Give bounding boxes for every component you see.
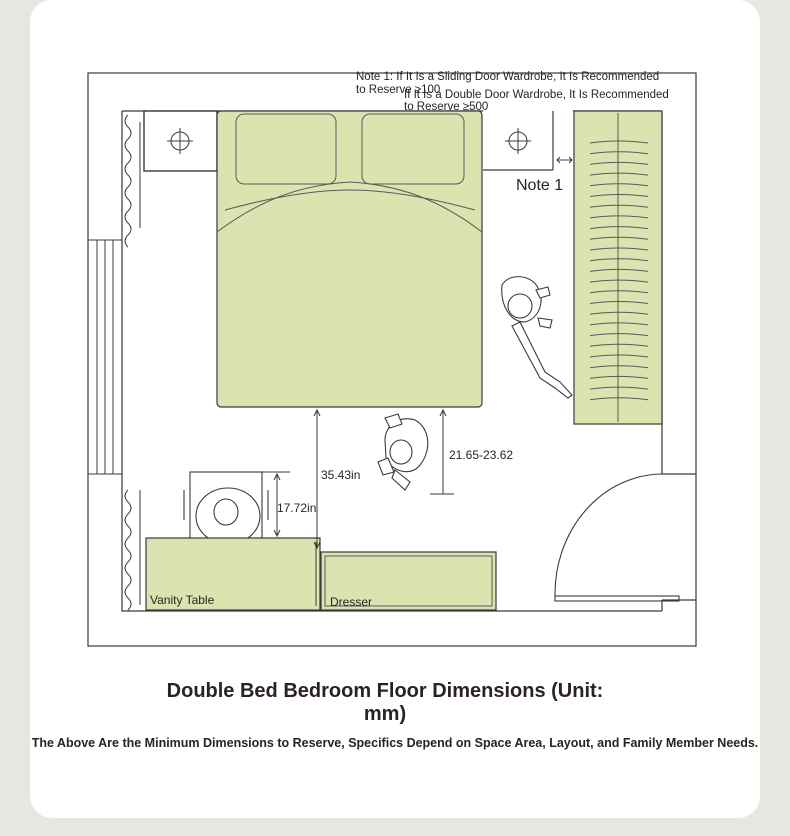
dimension-bed-to-dresser: 35.43in <box>321 468 361 482</box>
person-at-wardrobe-icon <box>502 277 572 398</box>
curtain-top <box>125 115 131 247</box>
page-subtitle: The Above Are the Minimum Dimensions to Reserve, Specifics Depend on Space Area, Layout, and Family Member Needs. <box>31 736 759 750</box>
note1-line1a: Note 1: If It Is a Sliding Door Wardrobe, It Is Recommended <box>356 71 660 83</box>
dimension-bed-walkway: 21.65-23.62 <box>449 448 514 462</box>
vanity-table-label: Vanity Table <box>150 593 215 607</box>
note1-line1b: to Reserve ≥100 <box>356 84 441 96</box>
note1-indicator <box>557 157 572 163</box>
dresser-label: Dresser <box>330 595 373 609</box>
person-in-walkway-icon <box>378 414 428 490</box>
dimension-line-bed-to-dresser <box>314 410 320 548</box>
nightstand-left <box>144 111 217 171</box>
door <box>555 474 679 601</box>
nightstand-right <box>505 128 531 154</box>
double-bed <box>217 111 482 407</box>
note1-line2b: to Reserve ≥500 <box>404 101 489 113</box>
window <box>88 240 122 474</box>
curtain-bottom <box>125 490 131 610</box>
wardrobe <box>574 111 662 424</box>
dimension-vanity-clearance: 17.72in <box>277 501 317 515</box>
note1-label: Note 1 <box>516 177 564 194</box>
page-title: Double Bed Bedroom Floor Dimensions (Unit: mm) <box>166 680 604 725</box>
note1-line2a: If It Is a Double Door Wardrobe, It Is Recommended <box>404 89 669 101</box>
